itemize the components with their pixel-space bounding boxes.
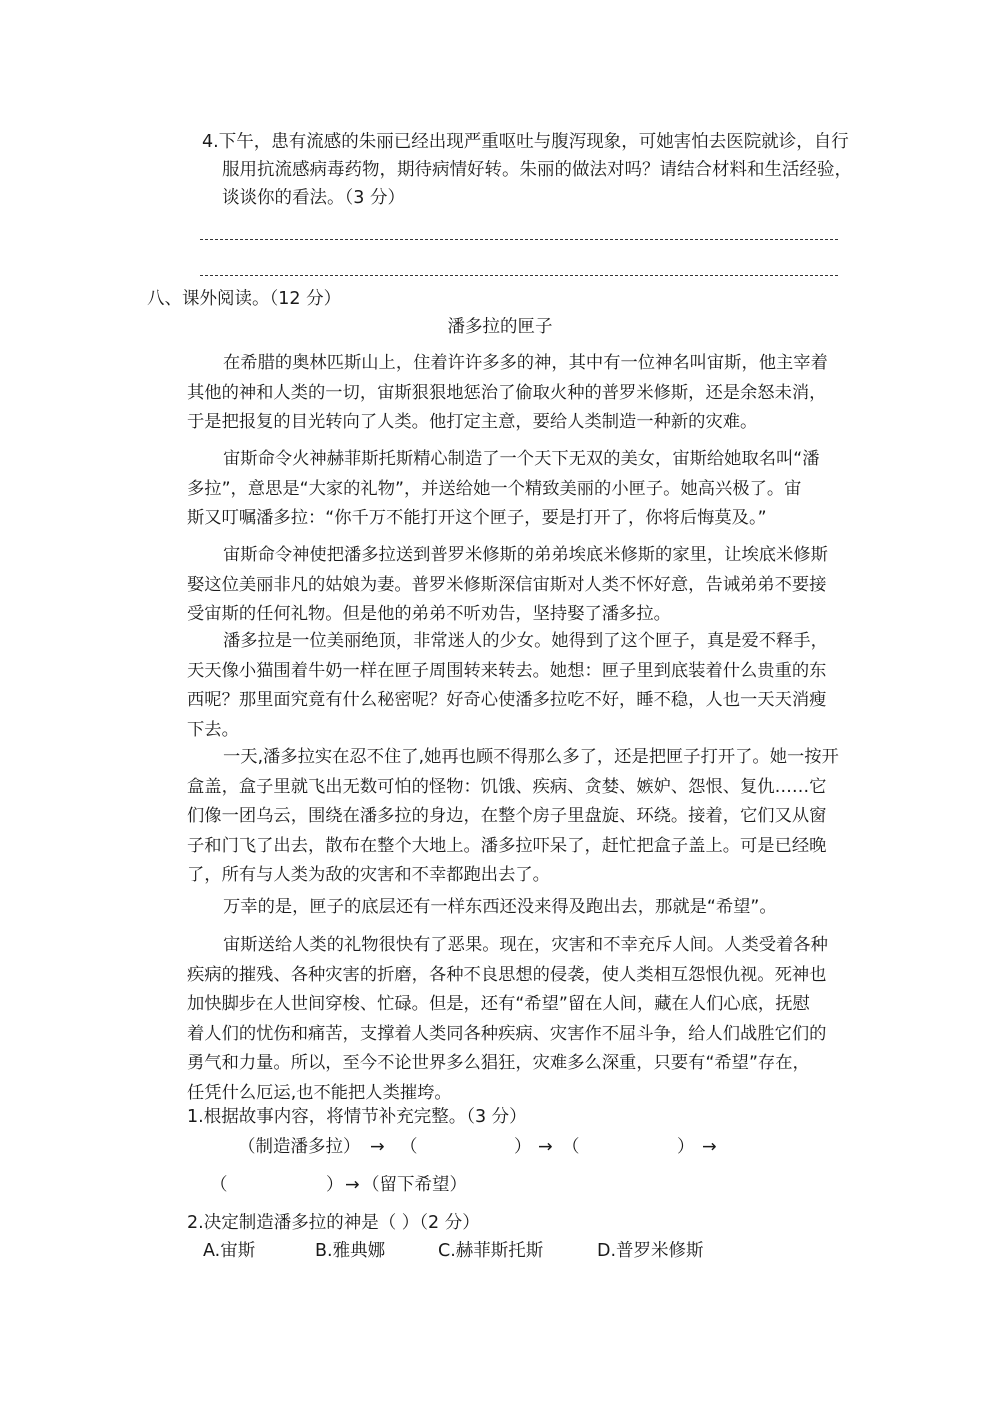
paragraph-line: 勇气和力量。所以，至今不论世界多么猖狂，灾难多么深重，只要有“希望”存在， <box>187 1053 810 1073</box>
story-paragraph <box>187 349 852 438</box>
answer-line[interactable] <box>200 239 838 240</box>
blank-open-paren: （ <box>562 1137 580 1157</box>
paragraph-line: 万幸的是，匣子的底层还有一样东西还没来得及跑出去，那就是“希望”。 <box>223 897 777 917</box>
blank-close-paren: ） <box>677 1137 695 1157</box>
paragraph-line: 宙斯送给人类的礼物很快有了恶果。现在，灾害和不幸充斥人间。人类受着各种 <box>223 935 828 955</box>
option-c[interactable]: C.赫菲斯托斯 <box>438 1241 544 1261</box>
paragraph-line: 娶这位美丽非凡的姑娘为妻。普罗米修斯深信宙斯对人类不怀好意，告诫弟弟不要接 <box>187 574 827 595</box>
question-4-line: 服用抗流感病毒药物，期待病情好转。朱丽的做法对吗？请结合材料和生活经验， <box>222 160 852 180</box>
blank-open-paren: （ <box>400 1137 418 1157</box>
paragraph-line: 天天像小猫围着牛奶一样在匣子周围转来转去。她想：匣子里到底装着什么贵重的东 <box>187 660 827 681</box>
blank-close-paren: ） <box>326 1175 344 1195</box>
plot-blank-3[interactable] <box>580 1136 675 1158</box>
plot-blank-4[interactable] <box>230 1174 325 1196</box>
paragraph-line: 盒盖，盒子里就飞出无数可怕的怪物：饥饿、疾病、贪婪、嫉妒、怨恨、复仇……它 <box>187 776 827 797</box>
paragraph-line: 一天,潘多拉实在忍不住了,她再也顾不得那么多了，还是把匣子打开了。她一按开 <box>223 747 839 767</box>
story-title: 潘多拉的匣子 <box>447 317 553 337</box>
paragraph-line: 宙斯命令火神赫菲斯托斯精心制造了一个天下无双的美女，宙斯给她取名叫“潘 <box>223 449 820 469</box>
paragraph-line: 子和门飞了出去，散布在整个大地上。潘多拉吓呆了，赶忙把盒子盖上。可是已经晚 <box>187 835 827 856</box>
paragraph-line: 于是把报复的目光转向了人类。他打定主意，要给人类制造一种新的灾难。 <box>187 412 758 432</box>
story-paragraph <box>187 627 852 745</box>
arrow-icon: → <box>370 1137 385 1157</box>
paragraph-line: 着人们的忧伤和痛苦，支撑着人类同各种疾病、灾害作不屈斗争，给人们战胜它们的 <box>187 1023 827 1044</box>
answer-line[interactable] <box>200 275 838 276</box>
paragraph-line: 多拉”，意思是“大家的礼物”，并送给她一个精致美丽的小匣子。她高兴极了。宙 <box>187 478 802 499</box>
plot-item-1: （制造潘多拉） <box>238 1137 361 1157</box>
question-4-line: 4.下午，患有流感的朱丽已经出现严重呕吐与腹泻现象，可她害怕去医院就诊，自行 <box>202 132 849 152</box>
paragraph-line: 宙斯命令神使把潘多拉送到普罗米修斯的弟弟埃底米修斯的家里，让埃底米修斯 <box>223 545 828 565</box>
story-paragraph <box>187 541 852 630</box>
paragraph-line: 潘多拉是一位美丽绝顶，非常迷人的少女。她得到了这个匣子，真是爱不释手， <box>223 631 828 651</box>
paragraph-line: 在希腊的奥林匹斯山上，住着许许多多的神，其中有一位神名叫宙斯，他主宰着 <box>223 353 828 373</box>
question-4 <box>202 128 852 212</box>
paragraph-line: 斯又叮嘱潘多拉：“你千万不能打开这个匣子，要是打开了，你将后悔莫及。” <box>187 508 767 528</box>
story-paragraph <box>187 445 852 534</box>
blank-close-paren: ） <box>514 1137 532 1157</box>
arrow-icon: → <box>702 1137 717 1157</box>
paragraph-line: 西呢？那里面究竟有什么秘密呢？好奇心使潘多拉吃不好，睡不稳，人也一天天消瘦 <box>187 690 827 710</box>
option-d[interactable]: D.普罗米修斯 <box>597 1241 704 1261</box>
question-2-prompt: 2.决定制造潘多拉的神是（ ）（2 分） <box>187 1213 480 1233</box>
plot-item-5: （留下希望） <box>362 1175 467 1195</box>
story-paragraph <box>187 893 852 923</box>
paragraph-line: 任凭什么厄运,也不能把人类摧垮。 <box>187 1082 452 1103</box>
plot-blank-2[interactable] <box>410 1136 510 1158</box>
question-1-prompt: 1.根据故事内容，将情节补充完整。（3 分） <box>187 1107 527 1127</box>
paragraph-line: 其他的神和人类的一切，宙斯狠狠地惩治了偷取火种的普罗米修斯，还是余怒未消， <box>187 382 827 403</box>
option-a[interactable]: A.宙斯 <box>203 1241 256 1261</box>
section-heading: 八、课外阅读。（12 分） <box>147 289 342 309</box>
story-paragraph <box>187 931 852 1108</box>
arrow-icon: → <box>538 1137 553 1157</box>
arrow-icon: → <box>345 1175 360 1195</box>
story-paragraph <box>187 743 852 891</box>
paragraph-line: 们像一团乌云，围绕在潘多拉的身边，在整个房子里盘旋、环绕。接着，它们又从窗 <box>187 806 827 826</box>
paragraph-line: 下去。 <box>187 719 239 740</box>
paragraph-line: 受宙斯的任何礼物。但是他的弟弟不听劝告，坚持娶了潘多拉。 <box>187 604 671 624</box>
question-4-line: 谈谈你的看法。（3 分） <box>222 188 405 208</box>
paragraph-line: 了，所有与人类为敌的灾害和不幸都跑出去了。 <box>187 865 550 885</box>
blank-open-paren: （ <box>210 1175 228 1195</box>
option-b[interactable]: B.雅典娜 <box>315 1241 386 1261</box>
paragraph-line: 疾病的摧残、各种灾害的折磨，各种不良思想的侵袭，使人类相互怨恨仇视。死神也 <box>187 964 827 985</box>
paragraph-line: 加快脚步在人世间穿梭、忙碌。但是，还有“希望”留在人间，藏在人们心底，抚慰 <box>187 994 810 1014</box>
